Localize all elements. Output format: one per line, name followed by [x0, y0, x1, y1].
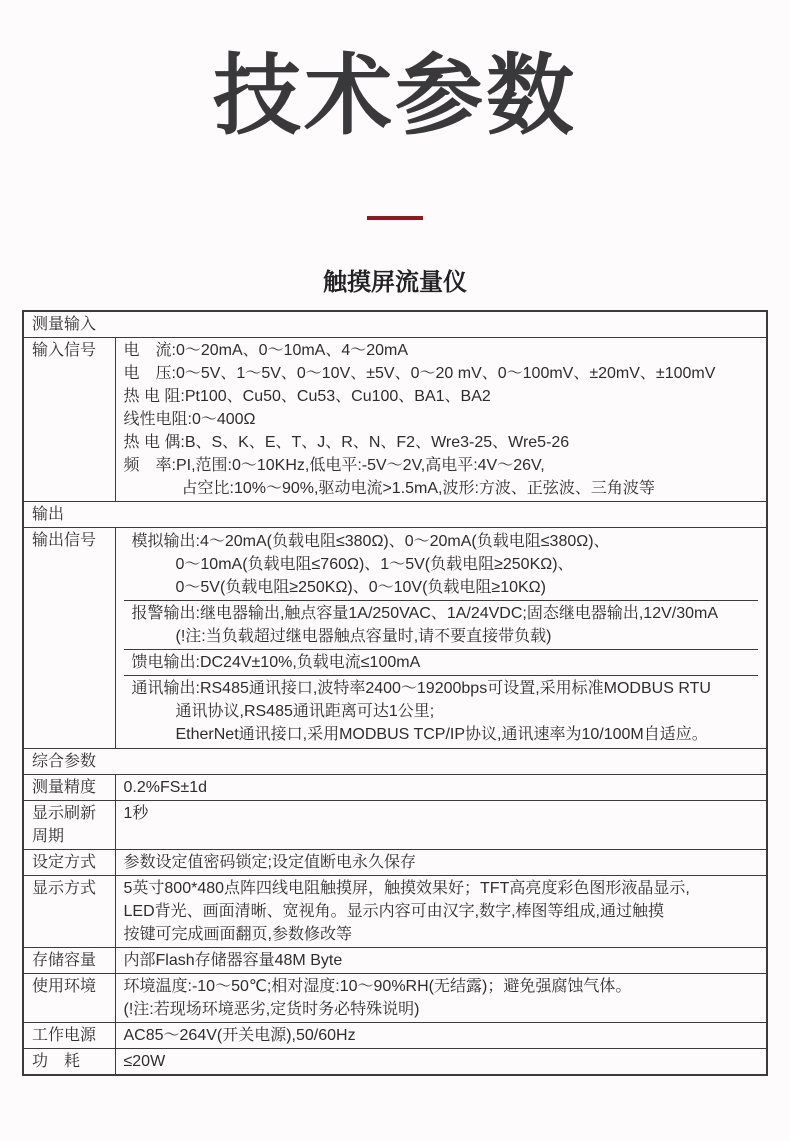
row-input-signal	[23, 338, 767, 502]
row-accuracy	[23, 775, 767, 801]
title-accent-divider	[367, 216, 423, 220]
row-output-signal	[23, 528, 767, 749]
spec-line-display-3: 按键可完成画面翻页,参数修改等	[123, 926, 352, 943]
row-environment	[23, 974, 767, 1023]
section-header-output: 输出	[23, 502, 767, 528]
spec-line-current: 电 流:0～20mA、0～10mA、4～20mA	[123, 342, 409, 359]
row-label-refresh-period	[23, 801, 115, 850]
row-label-output-signal: 输出信号	[23, 528, 115, 749]
product-subtitle: 触摸屏流量仪	[323, 269, 467, 296]
row-label-power-consumption: 功 耗	[23, 1049, 115, 1076]
section-header-general: 综合参数	[23, 749, 767, 775]
spec-line-duty-cycle: 占空比:10%～90%,驱动电流>1.5mA,波形:方波、正弦波、三角波等	[181, 480, 655, 497]
spec-line-comm-3: EtherNet通讯接口,采用MODBUS TCP/IP协议,通讯速率为10/100M自适应。	[175, 726, 708, 743]
spec-line-refresh: 1秒	[123, 805, 149, 822]
row-value-accuracy	[115, 775, 767, 801]
alarm-output-block	[124, 600, 759, 649]
comm-output-block	[124, 675, 759, 747]
section-row-general	[23, 749, 767, 775]
row-label-power-supply: 工作电源	[23, 1023, 115, 1049]
spec-line-environment-note: (!注:若现场环境恶劣,定货时务必特殊说明)	[123, 1001, 420, 1018]
row-label-setting-mode: 设定方式	[23, 850, 115, 876]
spec-line-storage: 内部Flash存储器容量48M Byte	[123, 952, 343, 969]
row-label-storage-capacity: 存储容量	[23, 948, 115, 974]
refresh-label-line1: 显示刷新	[32, 805, 97, 822]
spec-line-power: AC85～264V(开关电源),50/60Hz	[123, 1027, 356, 1044]
spec-line-feed: 馈电输出:DC24V±10%,负载电流≤100mA	[131, 654, 421, 671]
row-value-input-signal	[115, 338, 767, 502]
spec-line-display-1: 5英寸800*480点阵四线电阻触摸屏，触摸效果好；TFT高亮度彩色图形液晶显示,	[123, 880, 690, 897]
section-row-output	[23, 502, 767, 528]
section-header-measure-input: 测量输入	[23, 311, 767, 338]
spec-line-thermocouple: 热 电 偶:B、S、K、E、T、J、R、N、F2、Wre3-25、Wre5-26	[123, 434, 570, 451]
row-storage-capacity	[23, 948, 767, 974]
spec-line-analog-1: 模拟输出:4～20mA(负载电阻≤380Ω)、0～20mA(负载电阻≤380Ω)、	[131, 533, 610, 550]
spec-line-rtd: 热 电 阻:Pt100、Cu50、Cu53、Cu100、BA1、BA2	[123, 388, 491, 405]
spec-line-accuracy: 0.2%FS±1d	[123, 779, 207, 796]
spec-line-alarm-note: (!注:当负载超过继电器触点容量时,请不要直接带负载)	[175, 628, 552, 645]
spec-line-environment-1: 环境温度:-10～50℃;相对湿度:10～90%RH(无结露)；避免强腐蚀气体。	[123, 978, 632, 995]
spec-line-comm-1: 通讯输出:RS485通讯接口,波特率2400～19200bps可设置,采用标准MODBUS RTU	[131, 680, 711, 697]
row-value-storage-capacity	[115, 948, 767, 974]
row-value-display-mode	[115, 876, 767, 948]
spec-line-alarm-1: 报警输出:继电器输出,触点容量1A/250VAC、1A/24VDC;固态继电器输出,12V/30mA	[131, 605, 719, 622]
spec-line-analog-3: 0～5V(负载电阻≥250KΩ)、0～10V(负载电阻≥10KΩ)	[175, 579, 546, 596]
row-value-setting-mode	[115, 850, 767, 876]
section-row-measure-input	[23, 311, 767, 338]
row-label-display-mode: 显示方式	[23, 876, 115, 948]
row-value-environment	[115, 974, 767, 1023]
row-display-mode	[23, 876, 767, 948]
row-refresh-period	[23, 801, 767, 850]
row-label-input-signal: 输入信号	[23, 338, 115, 502]
row-value-power-consumption	[115, 1049, 767, 1076]
row-label-accuracy: 测量精度	[23, 775, 115, 801]
spec-line-display-2: LED背光、画面清晰、宽视角。显示内容可由汉字,数字,棒图等组成,通过触摸	[123, 903, 664, 920]
page-title: 技术参数	[212, 46, 577, 145]
spec-line-frequency: 频 率:PI,范围:0～10KHz,低电平:-5V～2V,高电平:4V～26V,	[123, 457, 545, 474]
analog-output-block	[124, 529, 759, 600]
row-power-consumption	[23, 1049, 767, 1076]
refresh-label-line2: 周期	[32, 828, 65, 845]
spec-line-analog-2: 0～10mA(负载电阻≤760Ω)、1～5V(负载电阻≥250KΩ)、	[175, 556, 574, 573]
spec-line-voltage: 电 压:0～5V、1～5V、0～10V、±5V、0～20 mV、0～100mV、±20mV、±100mV	[123, 365, 716, 382]
spec-line-refresh-spacer	[124, 825, 759, 848]
row-power-supply	[23, 1023, 767, 1049]
row-setting-mode	[23, 850, 767, 876]
row-label-environment: 使用环境	[23, 974, 115, 1023]
row-value-refresh-period	[115, 801, 767, 850]
spec-table	[22, 310, 768, 1076]
spec-sheet-page	[0, 46, 790, 1076]
row-value-power-supply	[115, 1023, 767, 1049]
spec-line-consumption: ≤20W	[123, 1053, 166, 1070]
spec-line-comm-2: 通讯协议,RS485通讯距离可达1公里;	[175, 703, 435, 720]
row-value-output-signal	[115, 528, 767, 749]
feed-output-block	[124, 649, 759, 675]
spec-line-setting: 参数设定值密码锁定;设定值断电永久保存	[123, 854, 416, 871]
spec-line-linear-resistance: 线性电阻:0～400Ω	[123, 411, 256, 428]
